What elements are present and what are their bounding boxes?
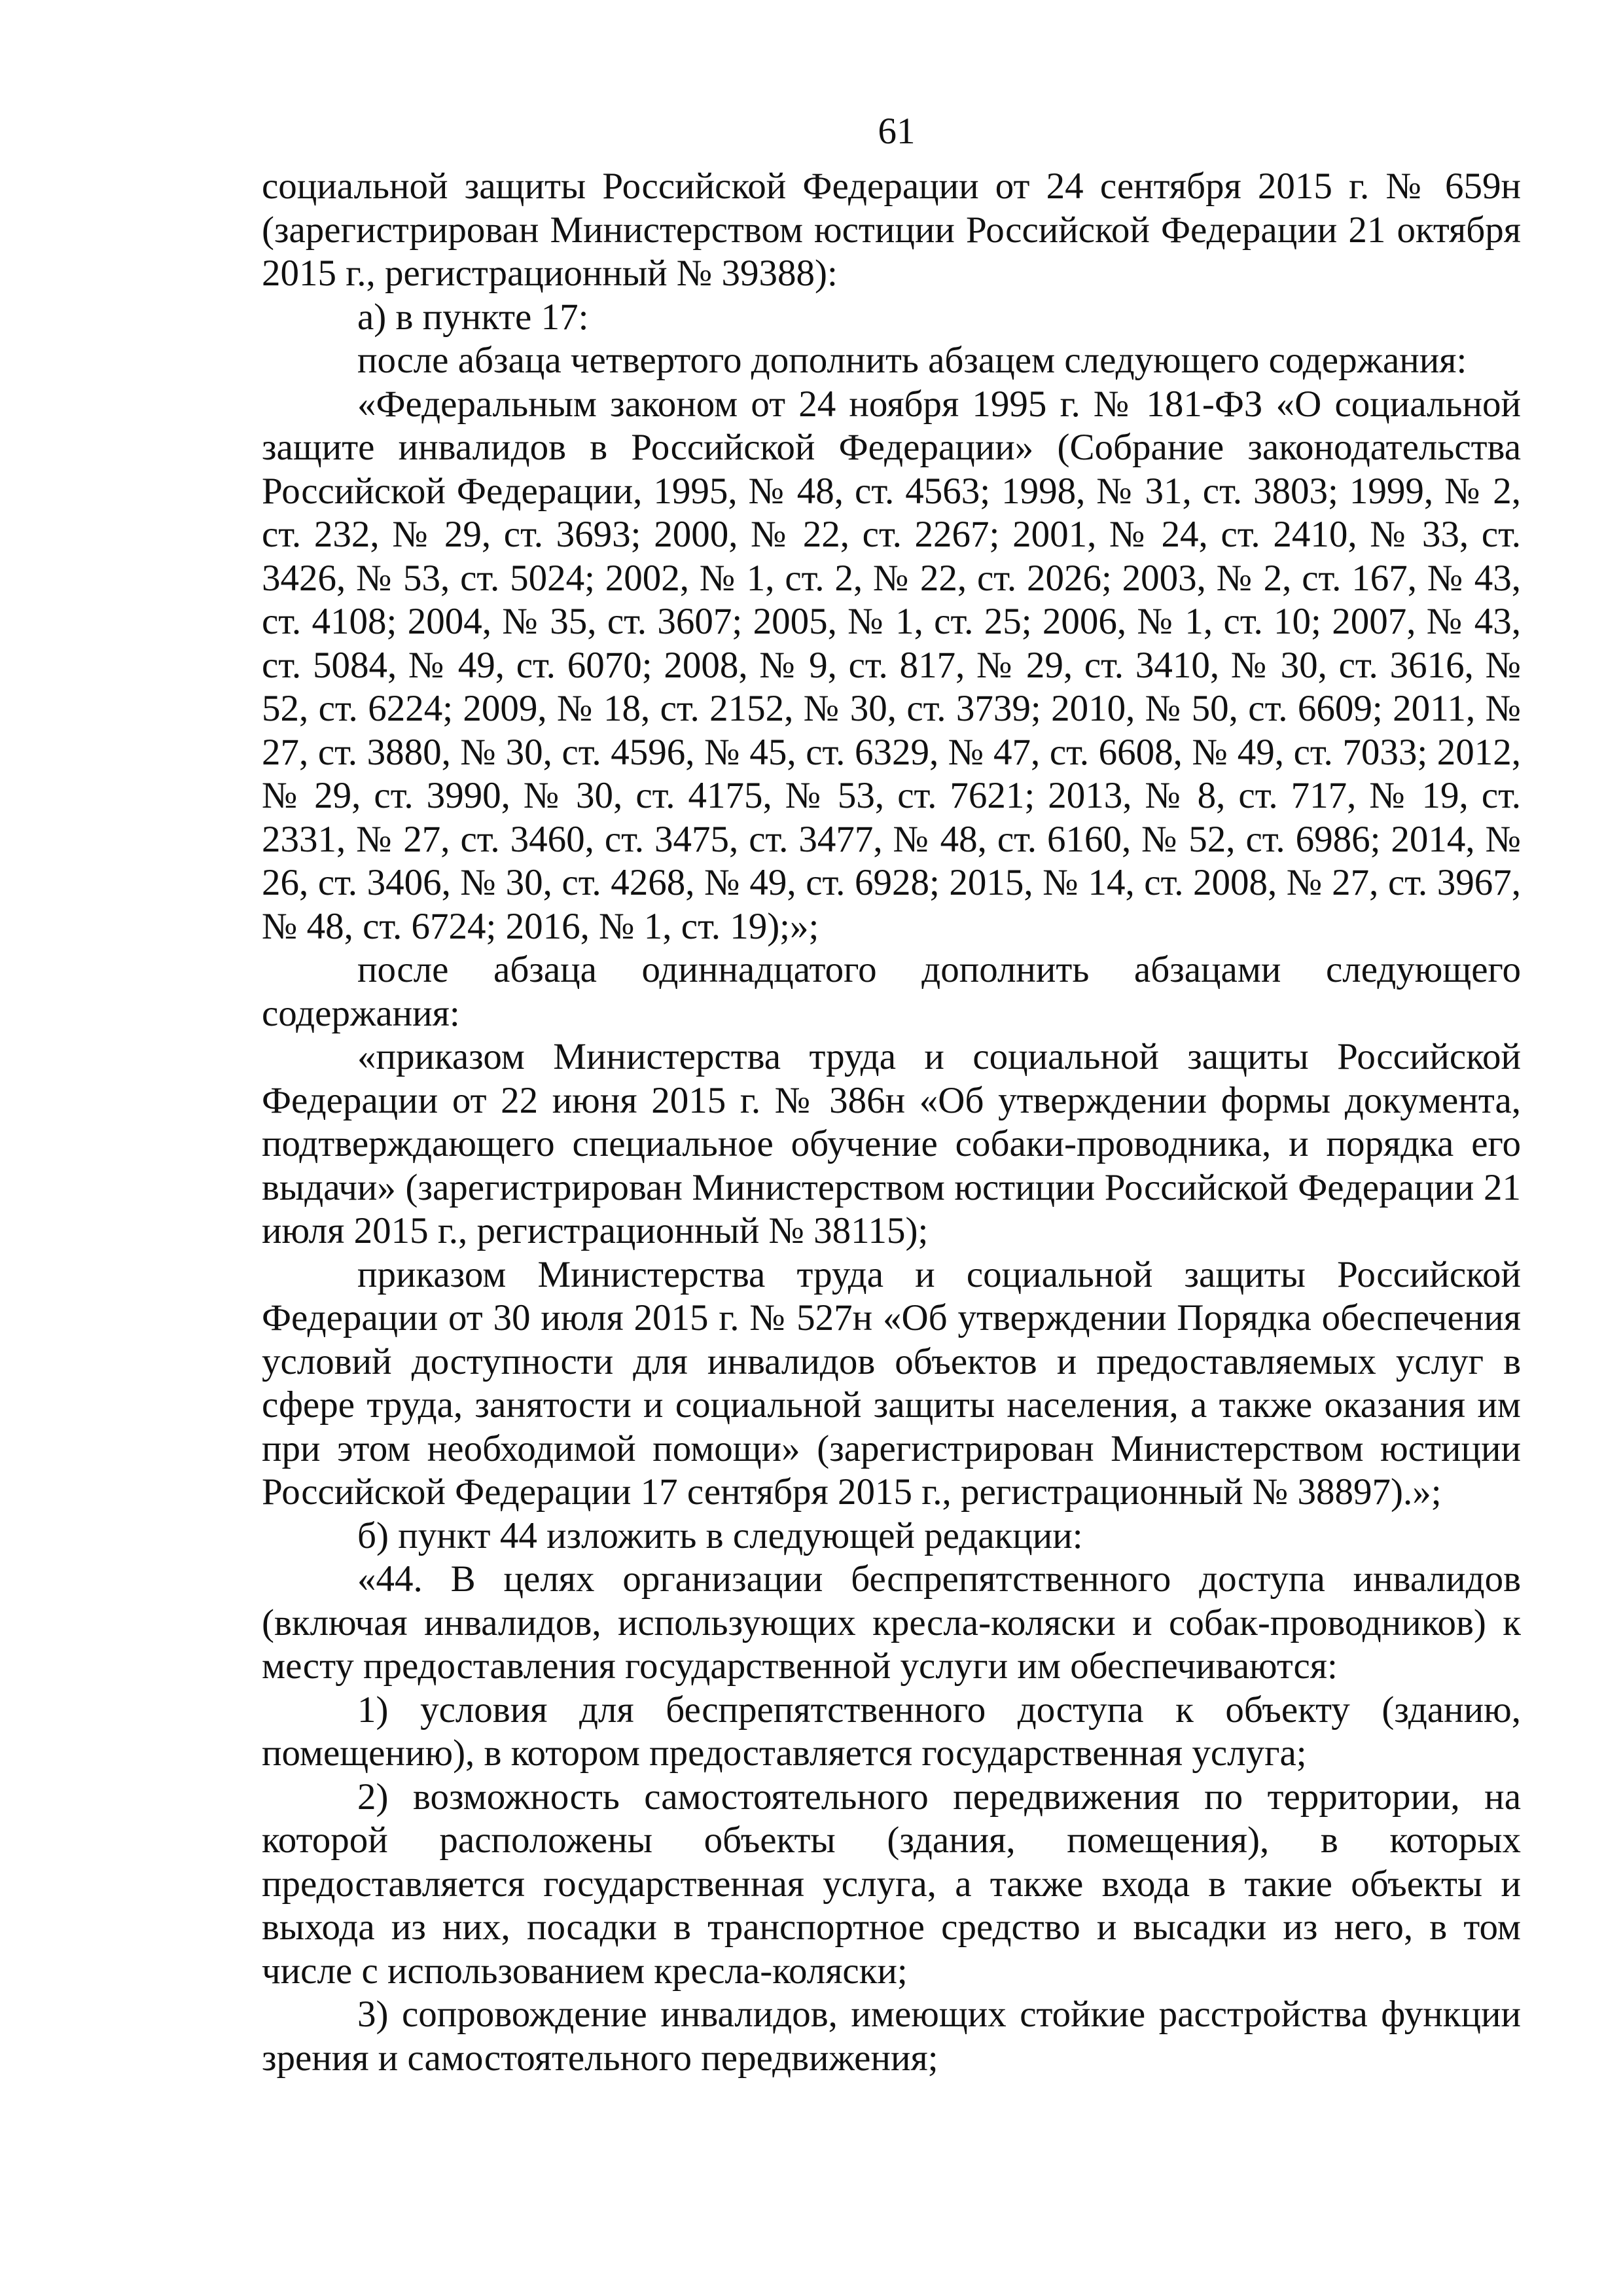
page-number: 61 xyxy=(878,111,916,152)
paragraph-order-527n: приказом Министерства труда и социальной защиты Российской Федерации от 30 июля 2015 г. № 527н «Об утверждении Порядка обеспечения условий доступности для инвалидов объектов и предоставляемых услуг в сфере труда, занятости и социальной защиты населения, а также оказания им при этом необходимой помощи» (зарегистрирован Министерством юстиции Российской Федерации 17 сентября 2015 г., регистрационный № 38897).»; xyxy=(262,1253,1521,1513)
paragraph-order-386n: «приказом Министерства труда и социальной защиты Российской Федерации от 22 июня 2015 г. № 386н «Об утверждении формы документа, подтверждающего специальное обучение собаки-проводника, и порядка его выдачи» (зарегистрирован Министерством юстиции Российской Федерации 21 июля 2015 г., регистрационный № 38115); xyxy=(262,1036,1521,1251)
paragraph-federal-law: «Федеральным законом от 24 ноября 1995 г. № 181-ФЗ «О социальной защите инвалидов в Российской Федерации» (Собрание законодательства Российской Федерации, 1995, № 48, ст. 4563; 1998, № 31, ст. 3803; 1999, № 2, ст. 232, № 29, ст. 3693; 2000, № 22, ст. 2267; 2001, № 24, ст. 2410, № 33, ст. 3426, № 53, ст. 5024; 2002, № 1, ст. 2, № 22, ст. 2026; 2003, № 2, ст. 167, № 43, ст. 4108; 2004, № 35, ст. 3607; 2005, № 1, ст. 25; 2006, № 1, ст. 10; 2007, № 43, ст. 5084, № 49, ст. 6070; 2008, № 9, ст. 817, № 29, ст. 3410, № 30, ст. 3616, № 52, ст. 6224; 2009, № 18, ст. 2152, № 30, ст. 3739; 2010, № 50, ст. 6609; 2011, № 27, ст. 3880, № 30, ст. 4596, № 45, ст. 6329, № 47, ст. 6608, № 49, ст. 7033; 2012, № 29, ст. 3990, № 30, ст. 4175, № 53, ст. 7621; 2013, № 8, ст. 717, № 19, ст. 2331, № 27, ст. 3460, ст. 3475, ст. 3477, № 48, ст. 6160, № 52, ст. 6986; 2014, № 26, ст. 3406, № 30, ст. 4268, № 49, ст. 6928; 2015, № 14, ст. 2008, № 27, ст. 3967, № 48, ст. 6724; 2016, № 1, ст. 19);»; xyxy=(262,383,1521,947)
paragraph-continuation: социальной защиты Российской Федерации от 24 сентября 2015 г. № 659н (зарегистрирован Министерством юстиции Российской Федерации 21 октября 2015 г., регистрационный № 39388): xyxy=(262,166,1521,294)
list-item-3: 3) сопровождение инвалидов, имеющих стойкие расстройства функции зрения и самостоятельного передвижения; xyxy=(262,1994,1521,2079)
paragraph-point-44: «44. В целях организации беспрепятственного доступа инвалидов (включая инвалидов, использующих кресла-коляски и собак-проводников) к месту предоставления государственной услуги им обеспечиваются: xyxy=(262,1558,1521,1687)
paragraph-item-b: б) пункт 44 изложить в следующей редакции: xyxy=(357,1515,1083,1556)
paragraph-item-a: а) в пункте 17: xyxy=(357,296,589,338)
list-item-1: 1) условия для беспрепятственного доступа к объекту (зданию, помещению), в котором предоставляется государственная услуга; xyxy=(262,1689,1521,1774)
paragraph-instruction: после абзаца четвертого дополнить абзацем следующего содержания: xyxy=(357,340,1467,381)
document-body xyxy=(262,165,1521,2080)
list-item-2: 2) возможность самостоятельного передвижения по территории, на которой расположены объекты (здания, помещения), в которых предоставляется государственная услуга, а также входа в такие объекты и выхода из них, посадки в транспортное средство и высадки из него, в том числе с использованием кресла-коляски; xyxy=(262,1776,1521,1992)
paragraph-instruction: после абзаца одиннадцатого дополнить абзацами следующего содержания: xyxy=(262,949,1521,1034)
